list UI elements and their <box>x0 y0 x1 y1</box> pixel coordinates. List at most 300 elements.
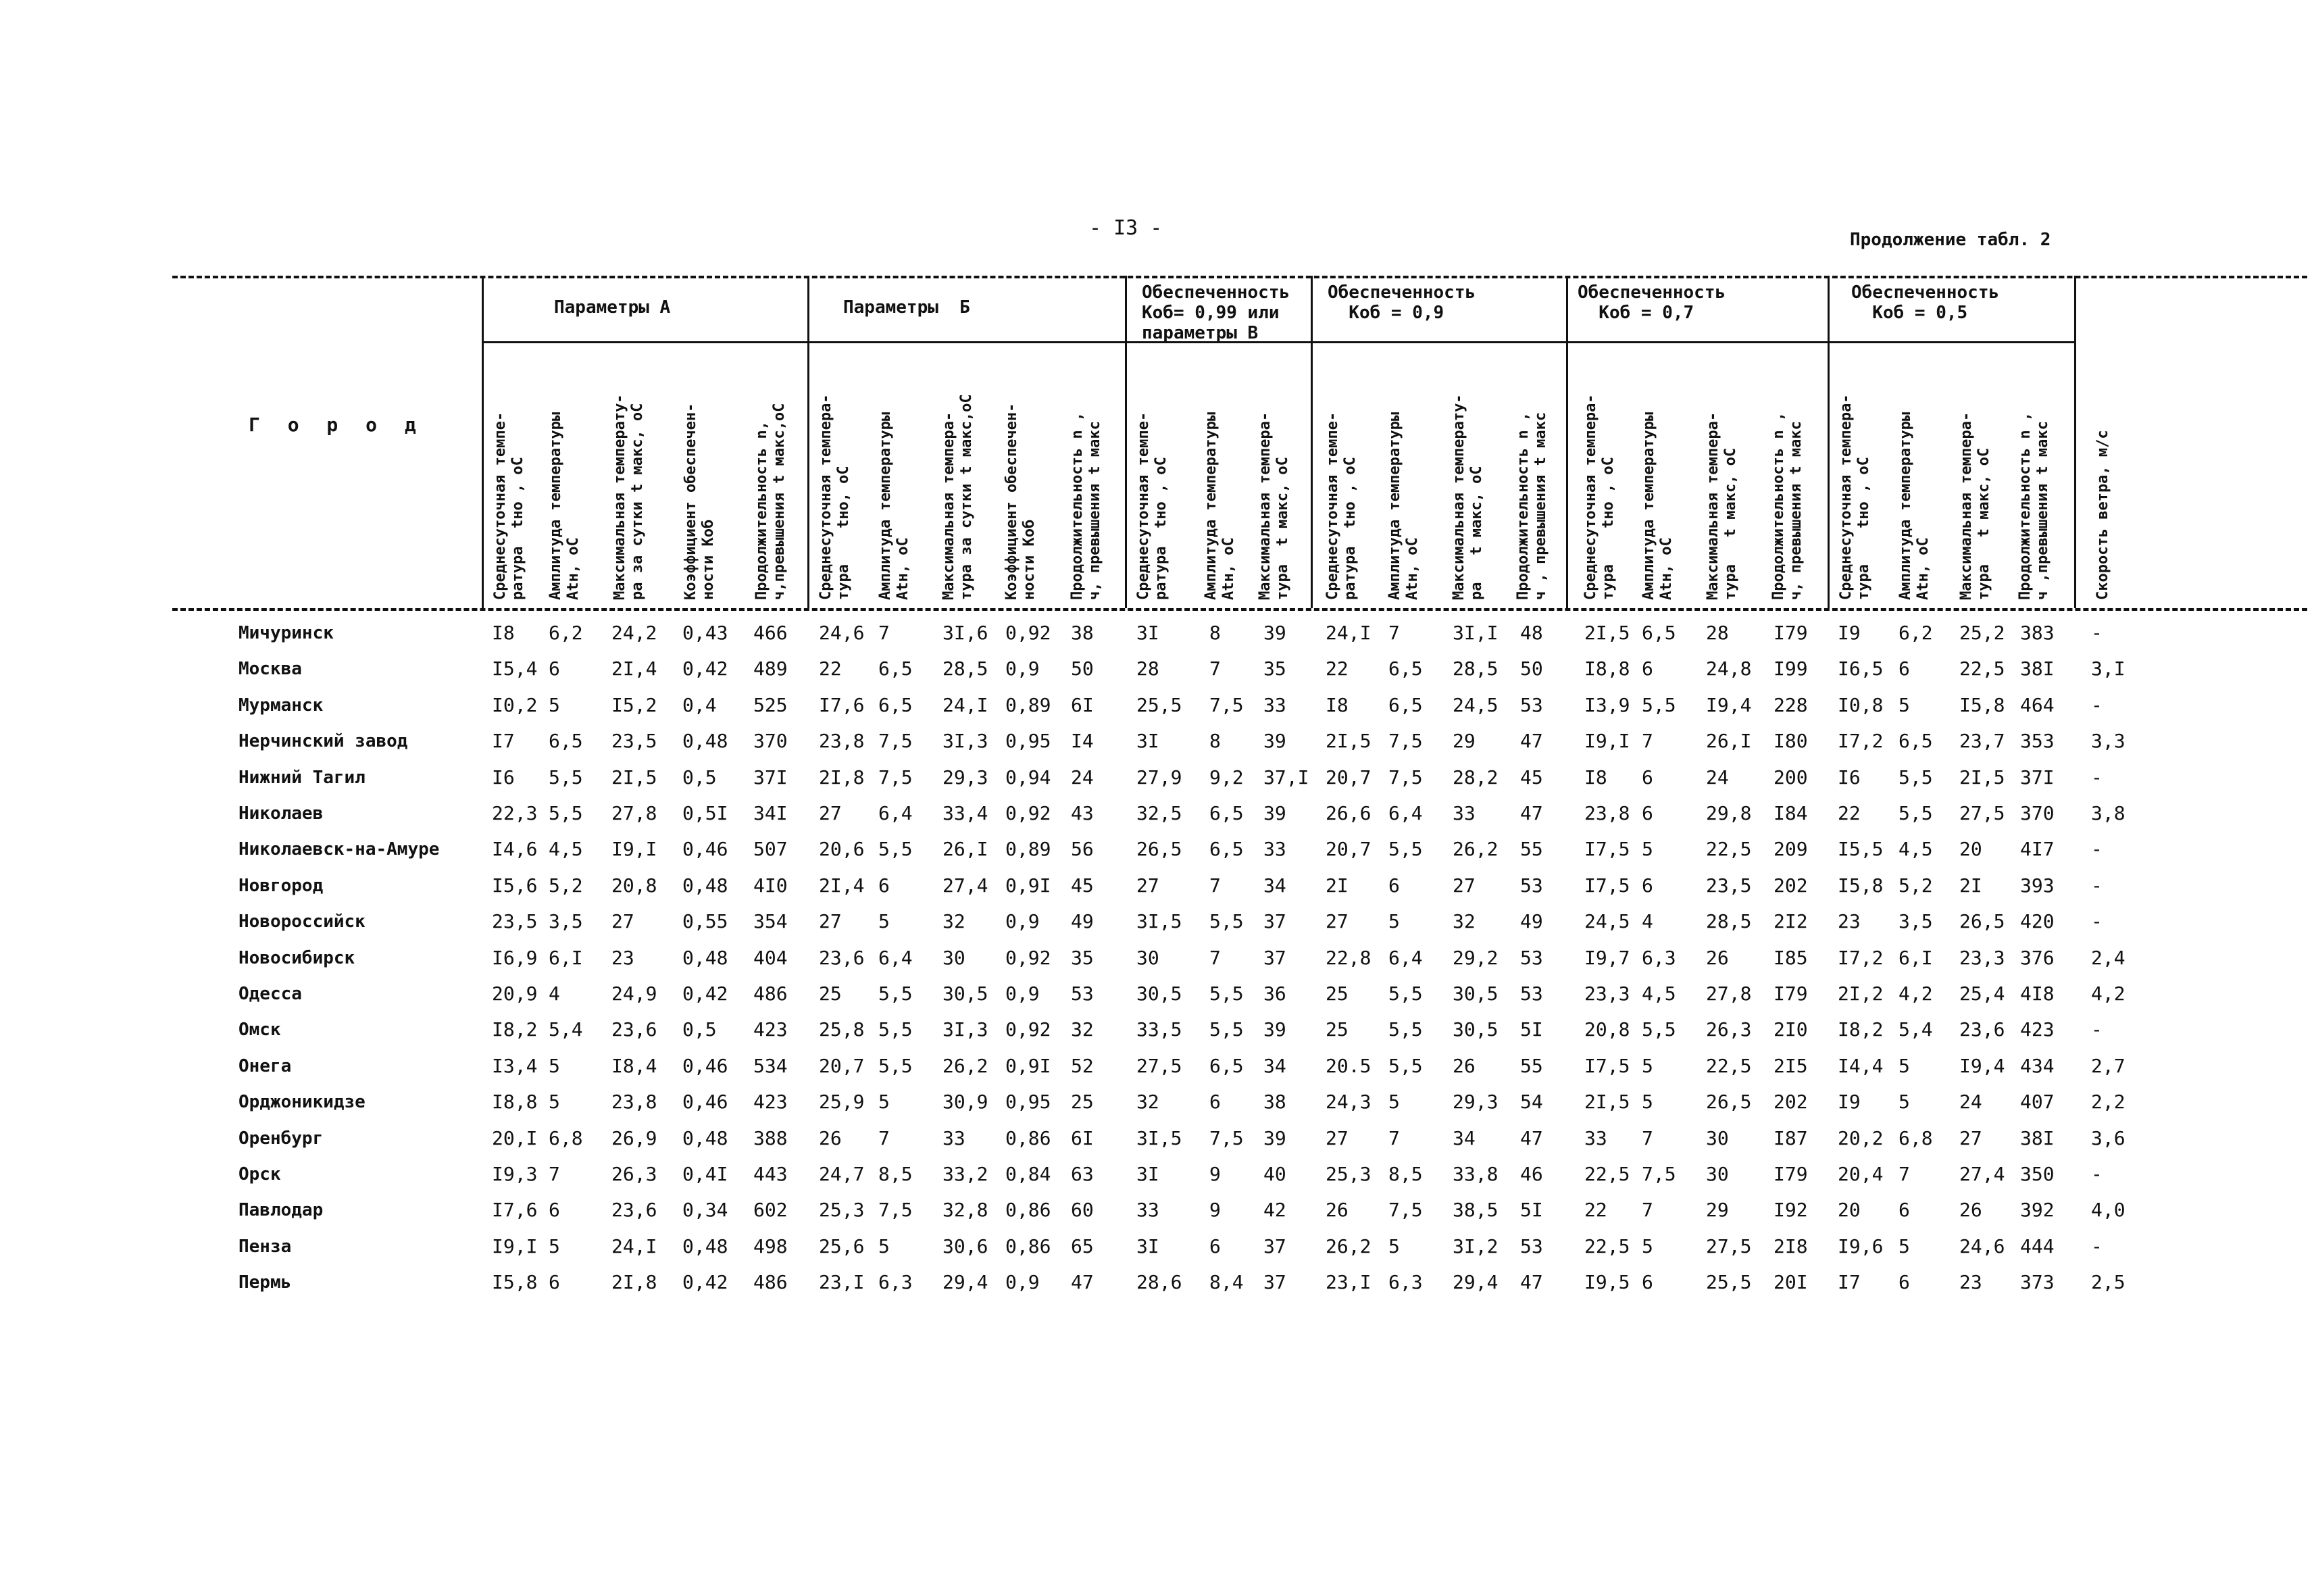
table-cell: I9 <box>1838 622 1861 644</box>
table-cell: 23,5 <box>1706 874 1752 897</box>
table-cell: 20,2 <box>1838 1126 1884 1149</box>
table-cell: 5I <box>1520 1018 1543 1041</box>
table-cell: 0,46 <box>682 838 728 861</box>
table-cell: 0,9 <box>1005 982 1040 1005</box>
table-cell: 202 <box>1774 874 1808 897</box>
table-cell: 32 <box>1071 1018 1094 1041</box>
table-cell: 27 <box>1136 874 1159 897</box>
table-cell: 0,9 <box>1005 657 1040 680</box>
table-cell: - <box>2091 910 2103 933</box>
table-cell: 24,I <box>942 693 988 716</box>
table-cell: - <box>2091 838 2103 861</box>
group-header: Обеспеченность Коб= 0,99 или параметры В <box>1142 282 1290 343</box>
table-cell: 8 <box>1209 622 1221 644</box>
table-cell: 6,2 <box>1898 622 1933 644</box>
table-cell: 27,8 <box>611 802 657 824</box>
table-cell: 6 <box>1642 1271 1653 1294</box>
table-cell: 5,5 <box>549 802 583 824</box>
table-cell: 2I,5 <box>1584 622 1630 644</box>
table-cell: 27 <box>611 910 634 933</box>
table-cell: 22,5 <box>1959 657 2005 680</box>
table-cell: 27,4 <box>942 874 988 897</box>
table-cell: 0,95 <box>1005 1091 1051 1114</box>
table-cell: 0,5 <box>682 766 717 789</box>
table-cell: 20,7 <box>1326 838 1372 861</box>
city-name: Мичуринск <box>238 623 334 643</box>
table-cell: 22 <box>819 657 842 680</box>
table-cell: 3,5 <box>1898 910 1933 933</box>
table-cell: 9,2 <box>1209 766 1244 789</box>
table-cell: 30 <box>942 946 965 969</box>
table-cell: 22,5 <box>1706 1054 1752 1077</box>
table-cell: 5I <box>1520 1199 1543 1222</box>
table-cell: 27,5 <box>1136 1054 1182 1077</box>
table-cell: 8,5 <box>878 1163 913 1185</box>
table-cell: 40 <box>1263 1163 1286 1185</box>
table-cell: 5 <box>878 910 890 933</box>
table-cell: 5,5 <box>878 982 913 1005</box>
table-cell: 28,5 <box>942 657 988 680</box>
city-name: Орск <box>238 1164 281 1184</box>
table-cell: 5 <box>1388 1235 1400 1257</box>
table-cell: 5 <box>549 1054 560 1077</box>
table-cell: 5,4 <box>1898 1018 1933 1041</box>
column-header: Максимальная темпера- тура t макс, оС <box>1958 412 1992 600</box>
table-cell: - <box>2091 874 2103 897</box>
table-cell: I6 <box>492 766 515 789</box>
table-cell: 6 <box>1642 766 1653 789</box>
table-cell: 30,6 <box>942 1235 988 1257</box>
table-cell: 23,6 <box>611 1018 657 1041</box>
column-header: Среднесуточная темпе- ратура tно , оС <box>1324 412 1359 600</box>
table-cell: 6,5 <box>1898 730 1933 753</box>
table-cell: 30,5 <box>1136 982 1182 1005</box>
table-cell: 28,5 <box>1706 910 1752 933</box>
table-cell: 6,2 <box>549 622 583 644</box>
table-cell: 26 <box>1326 1199 1349 1222</box>
page-number: - I3 - <box>1089 216 1163 240</box>
table-cell: 2I,4 <box>819 874 865 897</box>
table-cell: 4I0 <box>753 874 788 897</box>
table-cell: 23,I <box>1326 1271 1372 1294</box>
table-cell: I0,2 <box>492 693 538 716</box>
table-cell: 0,95 <box>1005 730 1051 753</box>
table-cell: 3,5 <box>549 910 583 933</box>
city-name: Николаев <box>238 803 324 824</box>
table-cell: 35 <box>1071 946 1094 969</box>
column-header: Максимальная температу- ра за сутки t макс, оС <box>611 394 646 600</box>
table-cell: 7 <box>1642 1199 1653 1222</box>
table-cell: 9 <box>1209 1163 1221 1185</box>
table-cell: 25,6 <box>819 1235 865 1257</box>
table-cell: 27,9 <box>1136 766 1182 789</box>
table-cell: 29,2 <box>1453 946 1499 969</box>
table-cell: 26,5 <box>1959 910 2005 933</box>
table-cell: 32,5 <box>1136 802 1182 824</box>
table-cell: 26,5 <box>1706 1091 1752 1114</box>
table-cell: 23 <box>1838 910 1861 933</box>
table-cell: 0,94 <box>1005 766 1051 789</box>
table-cell: 466 <box>753 622 788 644</box>
table-cell: - <box>2091 1163 2103 1185</box>
table-cell: 404 <box>753 946 788 969</box>
table-cell: 33 <box>1584 1126 1607 1149</box>
table-cell: 39 <box>1263 802 1286 824</box>
table-cell: 26,2 <box>1453 838 1499 861</box>
table-cell: 7,5 <box>878 766 913 789</box>
city-column-header: Г о р о д <box>249 414 424 436</box>
top-dashed-rule <box>172 276 2307 278</box>
table-cell: 25 <box>1326 1018 1349 1041</box>
table-cell: 24,9 <box>611 982 657 1005</box>
table-cell: I5,8 <box>1959 693 2005 716</box>
table-cell: 5,2 <box>549 874 583 897</box>
column-header: Коэффициент обеспечен- ности Коб <box>1003 403 1038 600</box>
table-cell: 5,5 <box>878 838 913 861</box>
column-header: Амплитуда температуры Atн, оС <box>1897 412 1932 600</box>
table-cell: 53 <box>1520 982 1543 1005</box>
table-cell: 5 <box>1642 1091 1653 1114</box>
table-cell: 33,8 <box>1453 1163 1499 1185</box>
table-cell: 2I <box>1959 874 1982 897</box>
table-cell: 486 <box>753 982 788 1005</box>
column-header: Продолжительность n , ч ,превышения t макс <box>2017 412 2051 600</box>
column-header: Скорость ветра, м/с <box>2094 430 2111 600</box>
column-header: Среднесуточная темпера- тура tно, оС <box>818 394 852 600</box>
table-cell: 0,4I <box>682 1163 728 1185</box>
table-cell: I9,6 <box>1838 1235 1884 1257</box>
table-cell: 6 <box>1642 657 1653 680</box>
table-cell: 26,6 <box>1326 802 1372 824</box>
table-cell: 2I,5 <box>1326 730 1372 753</box>
city-name: Оренбург <box>238 1128 324 1149</box>
table-cell: I8 <box>1584 766 1607 789</box>
table-cell: 7,5 <box>1642 1163 1676 1185</box>
column-header: Максимальная темпера- тура t макс, оС <box>1257 412 1291 600</box>
table-cell: 354 <box>753 910 788 933</box>
table-cell: 23,6 <box>1959 1018 2005 1041</box>
table-cell: 6 <box>1642 874 1653 897</box>
table-cell: 0,9I <box>1005 1054 1051 1077</box>
table-cell: I8,8 <box>1584 657 1630 680</box>
table-cell: 0,34 <box>682 1199 728 1222</box>
table-cell: 0,55 <box>682 910 728 933</box>
table-cell: 25,9 <box>819 1091 865 1114</box>
table-cell: 5 <box>1388 910 1400 933</box>
table-cell: 5,5 <box>878 1018 913 1041</box>
table-cell: 5 <box>549 693 560 716</box>
city-name: Новосибирск <box>238 947 355 968</box>
table-cell: 26,5 <box>1136 838 1182 861</box>
table-cell: 33,5 <box>1136 1018 1182 1041</box>
table-cell: 5 <box>1388 1091 1400 1114</box>
table-cell: 56 <box>1071 838 1094 861</box>
city-name: Нерчинский завод <box>238 731 408 752</box>
column-header: Амплитуда температуры Atн, оС <box>1640 412 1675 600</box>
city-name: Одесса <box>238 984 302 1004</box>
table-cell: I3,4 <box>492 1054 538 1077</box>
table-cell: 23,5 <box>611 730 657 753</box>
table-cell: 65 <box>1071 1235 1094 1257</box>
table-cell: 34 <box>1453 1126 1476 1149</box>
table-cell: 7 <box>1898 1163 1910 1185</box>
table-cell: 22 <box>1326 657 1349 680</box>
table-cell: 2I,4 <box>611 657 657 680</box>
wind-column-divider <box>2074 276 2076 608</box>
column-header: Среднесуточная темпе- ратура tно , оС <box>1135 412 1169 600</box>
group-header: Обеспеченность Коб = 0,5 <box>1851 282 2000 323</box>
table-cell: 6 <box>1209 1235 1221 1257</box>
table-cell: I8,2 <box>492 1018 538 1041</box>
table-cell: 6 <box>549 1271 560 1294</box>
table-cell: 26,3 <box>1706 1018 1752 1041</box>
table-cell: 7 <box>878 622 890 644</box>
table-cell: 0,46 <box>682 1091 728 1114</box>
table-cell: 37,I <box>1263 766 1309 789</box>
table-cell: 8,4 <box>1209 1271 1244 1294</box>
table-cell: 46 <box>1520 1163 1543 1185</box>
table-cell: 434 <box>2020 1054 2055 1077</box>
table-cell: 6,3 <box>1388 1271 1423 1294</box>
table-cell: I7,5 <box>1584 1054 1630 1077</box>
table-cell: 25,3 <box>819 1199 865 1222</box>
table-cell: 602 <box>753 1199 788 1222</box>
group-header: Параметры Б <box>843 297 970 318</box>
table-cell: 27 <box>819 910 842 933</box>
table-cell: 27,4 <box>1959 1163 2005 1185</box>
table-cell: 37 <box>1263 910 1286 933</box>
table-cell: I5,4 <box>492 657 538 680</box>
table-cell: 20I <box>1774 1271 1808 1294</box>
table-cell: 5 <box>549 1235 560 1257</box>
table-cell: 33 <box>1263 693 1286 716</box>
table-cell: 26 <box>1453 1054 1476 1077</box>
table-cell: 7,5 <box>878 730 913 753</box>
table-cell: 6,5 <box>549 730 583 753</box>
table-cell: 55 <box>1520 1054 1543 1077</box>
table-cell: - <box>2091 1235 2103 1257</box>
table-cell: I87 <box>1774 1126 1808 1149</box>
table-cell: 0,92 <box>1005 622 1051 644</box>
table-cell: I6 <box>1838 766 1861 789</box>
table-cell: I8,8 <box>492 1091 538 1114</box>
table-cell: 20.5 <box>1326 1054 1372 1077</box>
table-cell: 6,3 <box>1642 946 1676 969</box>
column-divider <box>807 276 809 608</box>
column-header: Продолжительность n , ч, превышения t макс <box>1069 412 1103 600</box>
table-cell: 33,2 <box>942 1163 988 1185</box>
table-cell: 26 <box>1959 1199 1982 1222</box>
table-cell: 24,2 <box>611 622 657 644</box>
table-cell: 7 <box>1209 946 1221 969</box>
column-divider <box>1125 276 1127 608</box>
table-cell: 5,5 <box>1388 982 1423 1005</box>
table-cell: 32 <box>1136 1091 1159 1114</box>
group-header: Параметры А <box>554 297 671 318</box>
city-name: Онега <box>238 1055 292 1076</box>
table-cell: 26 <box>819 1126 842 1149</box>
table-cell: 7 <box>549 1163 560 1185</box>
table-cell: 376 <box>2020 946 2055 969</box>
table-cell: 5 <box>1642 1054 1653 1077</box>
table-cell: 39 <box>1263 1126 1286 1149</box>
table-cell: I9,I <box>611 838 657 861</box>
table-cell: 6,8 <box>1898 1126 1933 1149</box>
table-cell: 2I,5 <box>611 766 657 789</box>
table-cell: 6,4 <box>878 802 913 824</box>
table-cell: I7 <box>1838 1271 1861 1294</box>
table-cell: 7 <box>1388 1126 1400 1149</box>
table-cell: 37 <box>1263 1235 1286 1257</box>
table-cell: I7,5 <box>1584 874 1630 897</box>
table-cell: 5 <box>1642 838 1653 861</box>
table-cell: 0,86 <box>1005 1235 1051 1257</box>
table-cell: 27,8 <box>1706 982 1752 1005</box>
column-header: Продолжительность n , ч , превышения t макс <box>1515 412 1549 600</box>
table-cell: 33 <box>1453 802 1476 824</box>
table-cell: 32 <box>1453 910 1476 933</box>
table-cell: I84 <box>1774 802 1808 824</box>
city-name: Пенза <box>238 1236 292 1257</box>
table-cell: I8,4 <box>611 1054 657 1077</box>
table-cell: 45 <box>1071 874 1094 897</box>
table-cell: 464 <box>2020 693 2055 716</box>
table-cell: 443 <box>753 1163 788 1185</box>
table-cell: 0,86 <box>1005 1199 1051 1222</box>
table-cell: I6,5 <box>1838 657 1884 680</box>
table-cell: 20,7 <box>819 1054 865 1077</box>
table-cell: 38 <box>1071 622 1094 644</box>
table-cell: 25 <box>819 982 842 1005</box>
table-cell: 3I <box>1136 730 1159 753</box>
table-cell: 5,5 <box>1642 693 1676 716</box>
table-cell: 7,5 <box>878 1199 913 1222</box>
table-cell: 0,9 <box>1005 910 1040 933</box>
table-cell: 50 <box>1520 657 1543 680</box>
table-cell: 6,5 <box>1209 1054 1244 1077</box>
table-cell: 22 <box>1584 1199 1607 1222</box>
table-cell: 2I8 <box>1774 1235 1808 1257</box>
table-cell: 24,7 <box>819 1163 865 1185</box>
table-cell: 37 <box>1263 946 1286 969</box>
table-cell: 525 <box>753 693 788 716</box>
table-cell: I5,8 <box>1838 874 1884 897</box>
table-cell: 3I,2 <box>1453 1235 1499 1257</box>
column-divider <box>1566 276 1568 608</box>
column-header: Среднесуточная темпера- тура tно , оС <box>1838 394 1872 600</box>
table-cell: 47 <box>1520 802 1543 824</box>
table-cell: I5,2 <box>611 693 657 716</box>
group-header: Обеспеченность Коб = 0,7 <box>1578 282 1726 323</box>
city-name: Орджоникидзе <box>238 1092 366 1113</box>
table-cell: 23,7 <box>1959 730 2005 753</box>
continuation-caption: Продолжение табл. 2 <box>1850 230 2051 250</box>
table-cell: 39 <box>1263 622 1286 644</box>
table-cell: I9,I <box>492 1235 538 1257</box>
column-header: Максимальная темпера- тура t макс, оС <box>1705 412 1739 600</box>
table-cell: 22,5 <box>1706 838 1752 861</box>
column-divider <box>482 276 484 608</box>
table-cell: - <box>2091 766 2103 789</box>
table-cell: I99 <box>1774 657 1808 680</box>
table-cell: 24,8 <box>1706 657 1752 680</box>
table-cell: 20,I <box>492 1126 538 1149</box>
table-cell: 23 <box>1959 1271 1982 1294</box>
table-cell: I80 <box>1774 730 1808 753</box>
column-header: Среднесуточная темпера- тура tно , оС <box>1582 394 1617 600</box>
table-cell: 6,5 <box>878 657 913 680</box>
table-cell: 2I,5 <box>1584 1091 1630 1114</box>
table-cell: 0,5 <box>682 1018 717 1041</box>
table-cell: 6 <box>1898 657 1910 680</box>
table-cell: 6,4 <box>878 946 913 969</box>
table-cell: 32,8 <box>942 1199 988 1222</box>
city-name: Москва <box>238 659 302 680</box>
table-cell: 7 <box>878 1126 890 1149</box>
table-cell: 23,6 <box>819 946 865 969</box>
table-cell: 25,2 <box>1959 622 2005 644</box>
city-name: Нижний Тагил <box>238 767 366 788</box>
table-cell: 5,5 <box>549 766 583 789</box>
table-cell: I7,2 <box>1838 946 1884 969</box>
table-cell: 27,5 <box>1959 802 2005 824</box>
table-cell: 30,5 <box>942 982 988 1005</box>
table-cell: 23,8 <box>611 1091 657 1114</box>
table-cell: 6,8 <box>549 1126 583 1149</box>
table-cell: 4I8 <box>2020 982 2055 1005</box>
table-cell: 8 <box>1209 730 1221 753</box>
table-cell: 38,5 <box>1453 1199 1499 1222</box>
table-cell: 30 <box>1136 946 1159 969</box>
table-cell: I0,8 <box>1838 693 1884 716</box>
table-cell: 7 <box>1388 622 1400 644</box>
table-cell: 0,43 <box>682 622 728 644</box>
table-cell: 5,5 <box>1209 910 1244 933</box>
city-name: Омск <box>238 1020 281 1041</box>
column-header: Продолжительность n , ч, превышения t макс <box>1770 412 1805 600</box>
table-cell: 45 <box>1520 766 1543 789</box>
table-cell: 20,8 <box>611 874 657 897</box>
table-cell: 23,6 <box>611 1199 657 1222</box>
table-cell: 29,8 <box>1706 802 1752 824</box>
table-cell: 60 <box>1071 1199 1094 1222</box>
table-cell: 26,9 <box>611 1126 657 1149</box>
table-cell: 209 <box>1774 838 1808 861</box>
table-cell: I7,6 <box>819 693 865 716</box>
table-cell: 7,5 <box>1209 693 1244 716</box>
table-cell: 24,5 <box>1584 910 1630 933</box>
table-cell: - <box>2091 693 2103 716</box>
table-cell: 3,6 <box>2091 1126 2126 1149</box>
table-cell: 55 <box>1520 838 1543 861</box>
table-cell: 6 <box>1898 1271 1910 1294</box>
table-cell: 5 <box>1642 1235 1653 1257</box>
table-cell: 30 <box>1706 1126 1729 1149</box>
table-cell: 383 <box>2020 622 2055 644</box>
table-cell: 33 <box>1136 1199 1159 1222</box>
table-cell: 6 <box>878 874 890 897</box>
table-cell: 26,2 <box>1326 1235 1372 1257</box>
table-cell: 53 <box>1520 946 1543 969</box>
table-cell: 6,3 <box>878 1271 913 1294</box>
table-cell: 6 <box>1209 1091 1221 1114</box>
table-cell: 20,7 <box>1326 766 1372 789</box>
column-header: Амплитуда температуры Atн, оС <box>877 412 911 600</box>
table-cell: 24,6 <box>1959 1235 2005 1257</box>
table-cell: 37 <box>1263 1271 1286 1294</box>
table-cell: 0,92 <box>1005 1018 1051 1041</box>
table-cell: 37I <box>753 766 788 789</box>
